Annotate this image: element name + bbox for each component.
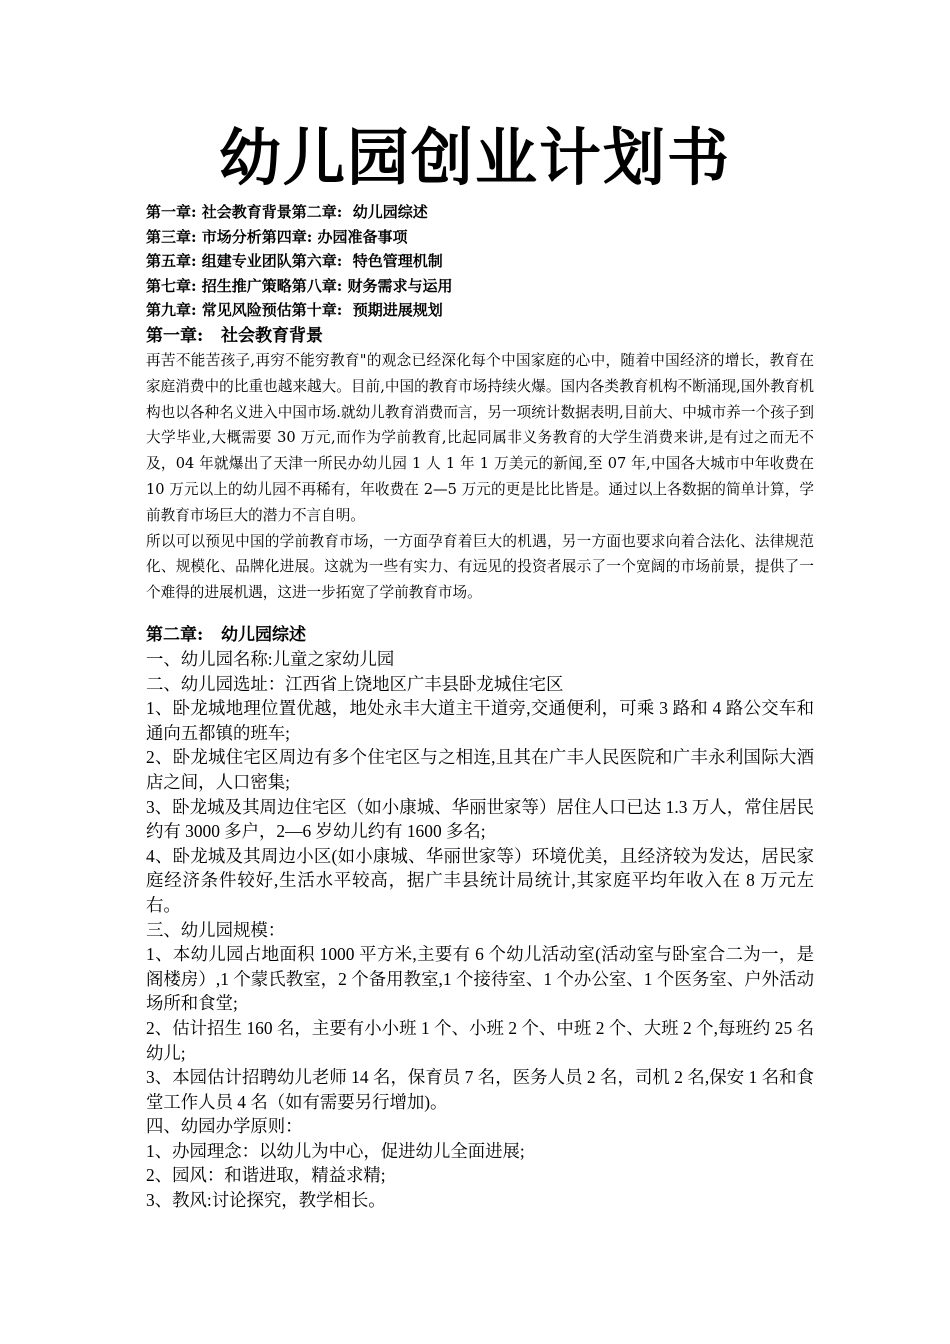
scale-point: 1、本幼儿园占地面积 1000 平方米,主要有 6 个幼儿活动室(活动室与卧室合二为一，是阁楼房）,1 个蒙氏教室，2 个备用教室,1 个接待室、1 个办公室、1 个医务室、户外活动场所和食堂; [146, 944, 814, 1014]
principle-point: 1、办园理念：以幼儿为中心，促进幼儿全面进展; [146, 1140, 525, 1161]
toc-line: 第九章: 常见风险预估第十章: 预期进展规划 [146, 301, 443, 319]
chapter-2-heading: 第二章: 幼儿园综述 [146, 625, 307, 645]
kindergarten-site-line: 二、幼儿园选址：江西省上饶地区广丰县卧龙城住宅区 [146, 673, 564, 694]
toc-line: 第三章: 市场分析第四章: 办园准备事项 [146, 227, 408, 246]
scale-point: 3、本园估计招聘幼儿老师 14 名，保育员 7 名，医务人员 2 名，司机 2 名,保安 1 名和食堂工作人员 4 名（如有需要另行增加)。 [146, 1067, 814, 1112]
scale-heading: 三、幼儿园规模： [146, 919, 286, 940]
toc-line: 第五章: 组建专业团队第六章: 特色管理机制 [146, 252, 443, 270]
chapter-1-section [146, 324, 814, 606]
chapter-2-section [146, 623, 814, 1213]
site-point: 4、卧龙城及其周边小区(如小康城、华丽世家等）环境优美，且经济较为发达，居民家庭经济条件较好,生活水平较高，据广丰县统计局统计,其家庭平均年收入在 8 万元左右。 [146, 845, 814, 915]
document-title: 幼儿园创业计划书 [218, 121, 731, 194]
site-point: 3、卧龙城及其周边住宅区（如小康城、华丽世家等）居住人口已达 1.3 万人，常住居民约有 3000 多户，2—6 岁幼儿约有 1600 多名; [146, 796, 814, 842]
chapter-1-paragraph: 所以可以预见中国的学前教育市场，一方面孕育着巨大的机遇，另一方面也要求向着合法化、法律规范化、规模化、品牌化进展。这就为一些有实力、有远见的投资者展示了一个宽阔的市场前景，提供了一个难得的进展机遇，这进一步拓宽了学前教育市场。 [146, 532, 814, 602]
principle-point: 2、园风：和谐进取，精益求精; [146, 1165, 386, 1186]
toc-line: 第一章: 社会教育背景第二章: 幼儿园综述 [146, 203, 428, 221]
chapter-1-paragraph: 再苦不能苦孩子,再穷不能穷教育"的观念已经深化每个中国家庭的心中，随着中国经济的增长，教育在家庭消费中的比重也越来越大。目前,中国的教育市场持续火爆。国内各类教育机构不断涌现,国外教育机构也以各种名义进入中国市场.就幼儿教育消费而言，另一项统计数据表明,目前大、中城市养一个孩子到大学毕业,大概需要 30 万元,而作为学前教育,比起同属非义务教育的大学生消费来讲,是有过之而无不及，04 年就爆出了天津一所民办幼儿园 1 人 1 年 1 万美元的新闻,至 07 年,中国各大城市中年收费在 10 万元以上的幼儿园不再稀有，年收费在 2—5 万元的更是比比皆是。通过以上各数据的简单计算，学前教育市场巨大的潜力不言自明。 [146, 352, 814, 524]
site-point: 2、卧龙城住宅区周边有多个住宅区与之相连,且其在广丰人民医院和广丰永利国际大酒店之间，人口密集; [146, 747, 814, 792]
principles-heading: 四、幼园办学原则： [146, 1116, 303, 1137]
principle-point: 3、教风:讨论探究，教学相长。 [146, 1190, 386, 1211]
table-of-contents [146, 200, 826, 323]
toc-line: 第七章: 招生推广策略第八章: 财务需求与运用 [146, 276, 453, 295]
site-point: 1、卧龙城地理位置优越，地处永丰大道主干道旁,交通便利，可乘 3 路和 4 路公交车和通向五都镇的班车; [146, 698, 814, 743]
kindergarten-name-line: 一、幼儿园名称:儿童之家幼儿园 [146, 649, 395, 669]
scale-point: 2、估计招生 160 名，主要有小小班 1 个、小班 2 个、中班 2 个、大班 2 个,每班约 25 名幼儿; [146, 1017, 814, 1063]
chapter-1-heading: 第一章: 社会教育背景 [146, 326, 324, 346]
